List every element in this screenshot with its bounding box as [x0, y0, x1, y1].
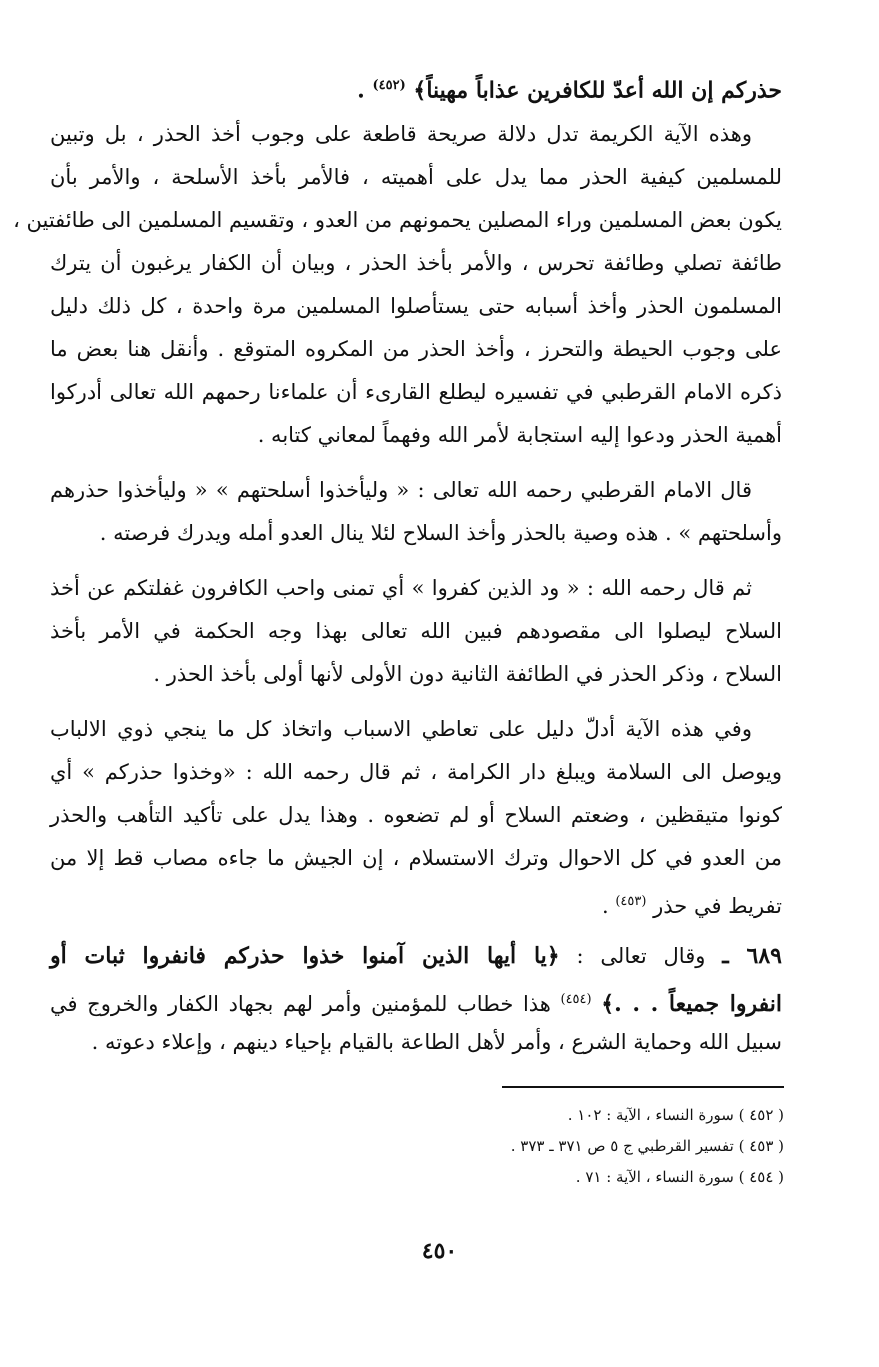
line-text: تفريط في حذر	[653, 894, 782, 918]
paragraph-line: وفي هذه الآية أدلّ دليل على تعاطي الاسباب واتخاذ كل ما ينجي ذوي الالباب	[50, 717, 752, 741]
paragraph-line: يكون بعض المسلمين وراء المصلين يحمونهم من العدو ، وتقسيم المسلمين الى طائفتين ،	[13, 208, 782, 232]
paragraph-line	[50, 935, 782, 978]
paragraph-gap	[50, 696, 782, 708]
paragraph-line: ذكره الامام القرطبي في تفسيره ليطلع القارىء أن علماءنا رحمهم الله تعالى أدركوا	[50, 380, 782, 404]
page-number: ٤٥٠	[421, 1238, 458, 1264]
paragraph-line: وأسلحتهم » . هذه وصية بالحذر وأخذ السلاح لئلا ينال العدو أمله ويدرك فرصته .	[99, 521, 782, 545]
verse-text: ﴿يا أيها الذين آمنوا خذوا حذركم فانفروا ثبات أو	[50, 943, 560, 969]
period: .	[357, 77, 365, 104]
paragraph-line: للمسلمين كيفية الحذر مما يدل على أهميته ، فالأمر بأخذ الأسلحة ، والأمر بأن	[50, 165, 782, 189]
entry-number: ٦٨٩ ـ	[722, 943, 782, 969]
footnote-item: ( ٤٥٢ ) سورة النساء ، الآية : ١٠٢ .	[567, 1106, 784, 1124]
period: .	[601, 894, 609, 918]
paragraph-gap	[50, 555, 782, 567]
paragraph-line: السلاح ليصلوا الى مقصودهم فبين الله تعالى بهذا وجه الحكمة في الأمر بأخذ	[50, 619, 782, 643]
paragraph-line: كونوا متيقظين ، وضعتم السلاح أو لم تضعوه . وهذا يدل على تأكيد التأهب والحذر	[50, 803, 782, 827]
footnote-item: ( ٤٥٤ ) سورة النساء ، الآية : ٧١ .	[575, 1168, 784, 1186]
verse-text: حذركم إن الله أعدّ للكافرين عذاباً مهيناً﴾	[413, 77, 782, 104]
paragraph-line: على وجوب الحيطة والتحرز ، وأخذ الحذر من المكروه المتوقع . وأنقل هنا بعض ما	[50, 337, 782, 361]
footnote-ref-452: (٤٥٢)	[372, 78, 406, 93]
paragraph-gap	[50, 923, 782, 935]
intro-text: وقال تعالى :	[576, 944, 706, 968]
paragraph-line: ويوصل الى السلامة ويبلغ دار الكرامة ، ثم قال رحمه الله : «وخذوا حذركم » أي	[50, 760, 782, 784]
page-body	[13, 64, 782, 1064]
paragraph-line	[50, 978, 782, 1021]
footnote-divider	[502, 1086, 784, 1088]
footnote-ref-454: (٤٥٤)	[560, 992, 592, 1007]
paragraph-line: وهذه الآية الكريمة تدل دلالة صريحة قاطعة على وجوب أخذ الحذر ، بل وتبين	[50, 122, 752, 146]
paragraph-line: أهمية الحذر ودعوا إليه استجابة لأمر الله وفهماً لمعاني كتابه .	[257, 423, 782, 447]
paragraph-line: من العدو في كل الاحوال وترك الاستسلام ، إن الجيش ما جاءه مصاب قط إلا من	[50, 846, 782, 870]
quran-verse-line	[50, 64, 782, 107]
line-text: هذا خطاب للمؤمنين وأمر لهم بجهاد الكفار والخروج في	[50, 992, 551, 1016]
paragraph-line: السلاح ، وذكر الحذر في الطائفة الثانية دون الأولى لأنها أولى بأخذ الحذر .	[153, 662, 782, 686]
paragraph-line: طائفة تصلي وطائفة تحرس ، والأمر بأخذ الحذر ، وبيان أن الكفار يرغبون أن يترك	[50, 251, 782, 275]
paragraph-line: سبيل الله وحماية الشرع ، وأمر لأهل الطاعة بالقيام بإحياء دينهم ، وإعلاء دعوته .	[91, 1030, 782, 1054]
footnotes	[300, 1100, 784, 1193]
paragraph-line: ثم قال رحمه الله : « ود الذين كفروا » أي تمنى واحب الكافرون غفلتكم عن أخذ	[50, 576, 752, 600]
paragraph-line: المسلمون الحذر وأخذ أسبابه حتى يستأصلوا المسلمين مرة واحدة ، كل ذلك دليل	[50, 294, 782, 318]
paragraph-gap	[50, 457, 782, 469]
paragraph-line: قال الامام القرطبي رحمه الله تعالى : « وليأخذوا أسلحتهم » « وليأخذوا حذرهم	[50, 478, 752, 502]
paragraph-line	[50, 880, 782, 923]
footnote-item: ( ٤٥٣ ) تفسير القرطبي ج ٥ ص ٣٧١ ـ ٣٧٣ .	[510, 1137, 784, 1155]
footnote-ref-453: (٤٥٣)	[615, 894, 647, 909]
verse-text: انفروا جميعاً . . .﴾	[601, 991, 782, 1017]
